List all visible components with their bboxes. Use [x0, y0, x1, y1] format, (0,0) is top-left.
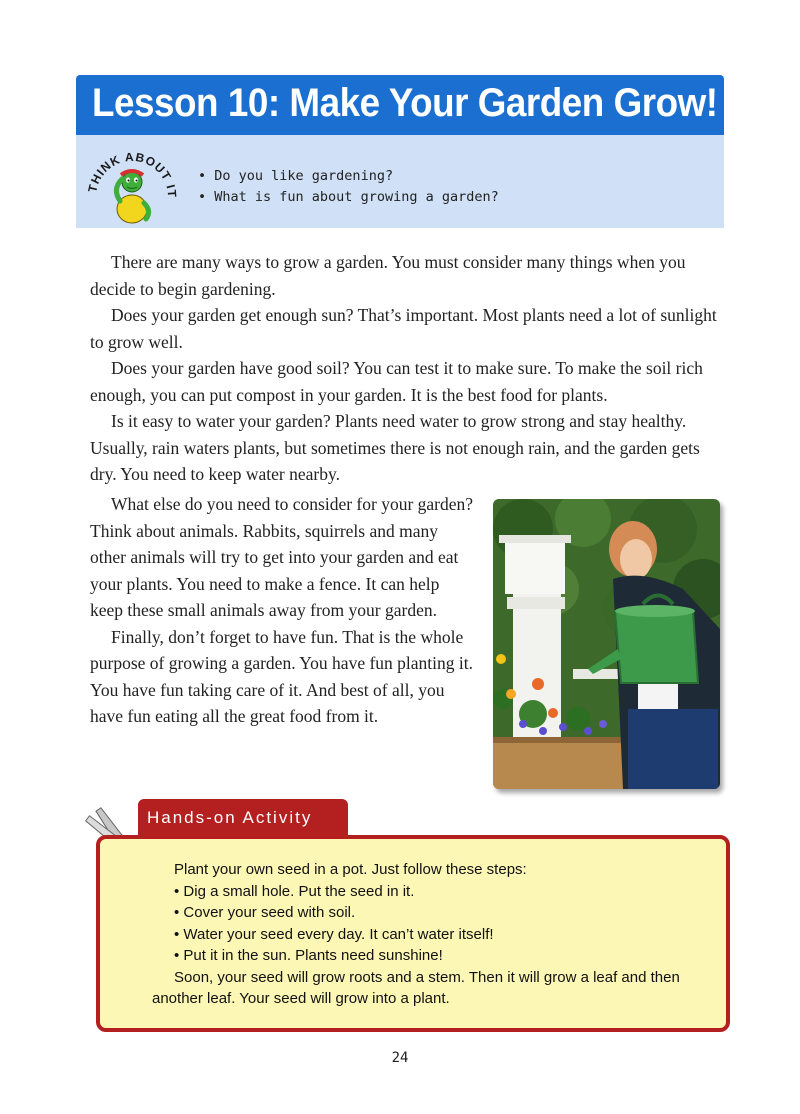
- think-question: • Do you like gardening?: [198, 166, 499, 187]
- activity-step: • Water your seed every day. It can’t water itself!: [174, 925, 494, 943]
- body-paragraph: What else do you need to consider for your garden? Think about animals. Rabbits, squirrels and many other animals will try to get into your garden and eat your plants. You need to make a fence. It can help keep these small animals away from your garden.: [90, 494, 474, 620]
- body-paragraph: Finally, don’t forget to have fun. That is the whole purpose of growing a garden. You have fun planting it. You have fun taking care of it. And best of all, you have fun eating all the great food from it.: [90, 626, 473, 726]
- think-about-it-questions: [198, 166, 499, 208]
- think-question: • What is fun about growing a garden?: [198, 187, 499, 208]
- gardening-photo: [493, 499, 720, 789]
- activity-intro: Plant your own seed in a pot. Just follow these steps:: [174, 861, 527, 878]
- activity-box: [96, 835, 730, 1032]
- activity-title: Hands-on Activity: [147, 808, 313, 827]
- think-about-it-box: [76, 135, 724, 228]
- activity-tab: [138, 799, 348, 837]
- think-about-it-icon: [82, 139, 182, 225]
- think-about-it-label: THINK ABOUT IT: [85, 149, 180, 199]
- body-paragraph: Does your garden have good soil? You can test it to make sure. To make the soil rich enough, you can put compost in your garden. It is the best food for plants.: [90, 358, 703, 405]
- lesson-title-bar: [76, 75, 724, 135]
- activity-step: • Dig a small hole. Put the seed in it.: [174, 882, 415, 900]
- lesson-title: Lesson 10: Make Your Garden Grow!: [92, 81, 718, 125]
- lesson-body: [90, 249, 720, 488]
- body-paragraph: Is it easy to water your garden? Plants need water to grow strong and stay healthy. Usually, rain waters plants, but sometimes there is not enough rain, and the garden gets dry. You need to keep water nearby.: [90, 411, 700, 484]
- activity-step: • Put it in the sun. Plants need sunshine!: [174, 947, 443, 964]
- activity-content: [152, 859, 714, 1010]
- page-number: 24: [391, 1050, 409, 1066]
- activity-closing: Soon, your seed will grow roots and a stem. Then it will grow a leaf and then another leaf. Your seed will grow into a plant.: [152, 968, 680, 1007]
- body-paragraph: There are many ways to grow a garden. You must consider many things when you decide to begin gardening.: [90, 252, 686, 299]
- lesson-body-continued: [90, 491, 475, 730]
- activity-step: • Cover your seed with soil.: [174, 904, 356, 921]
- body-paragraph: Does your garden get enough sun? That’s important. Most plants need a lot of sunlight to grow well.: [90, 305, 717, 352]
